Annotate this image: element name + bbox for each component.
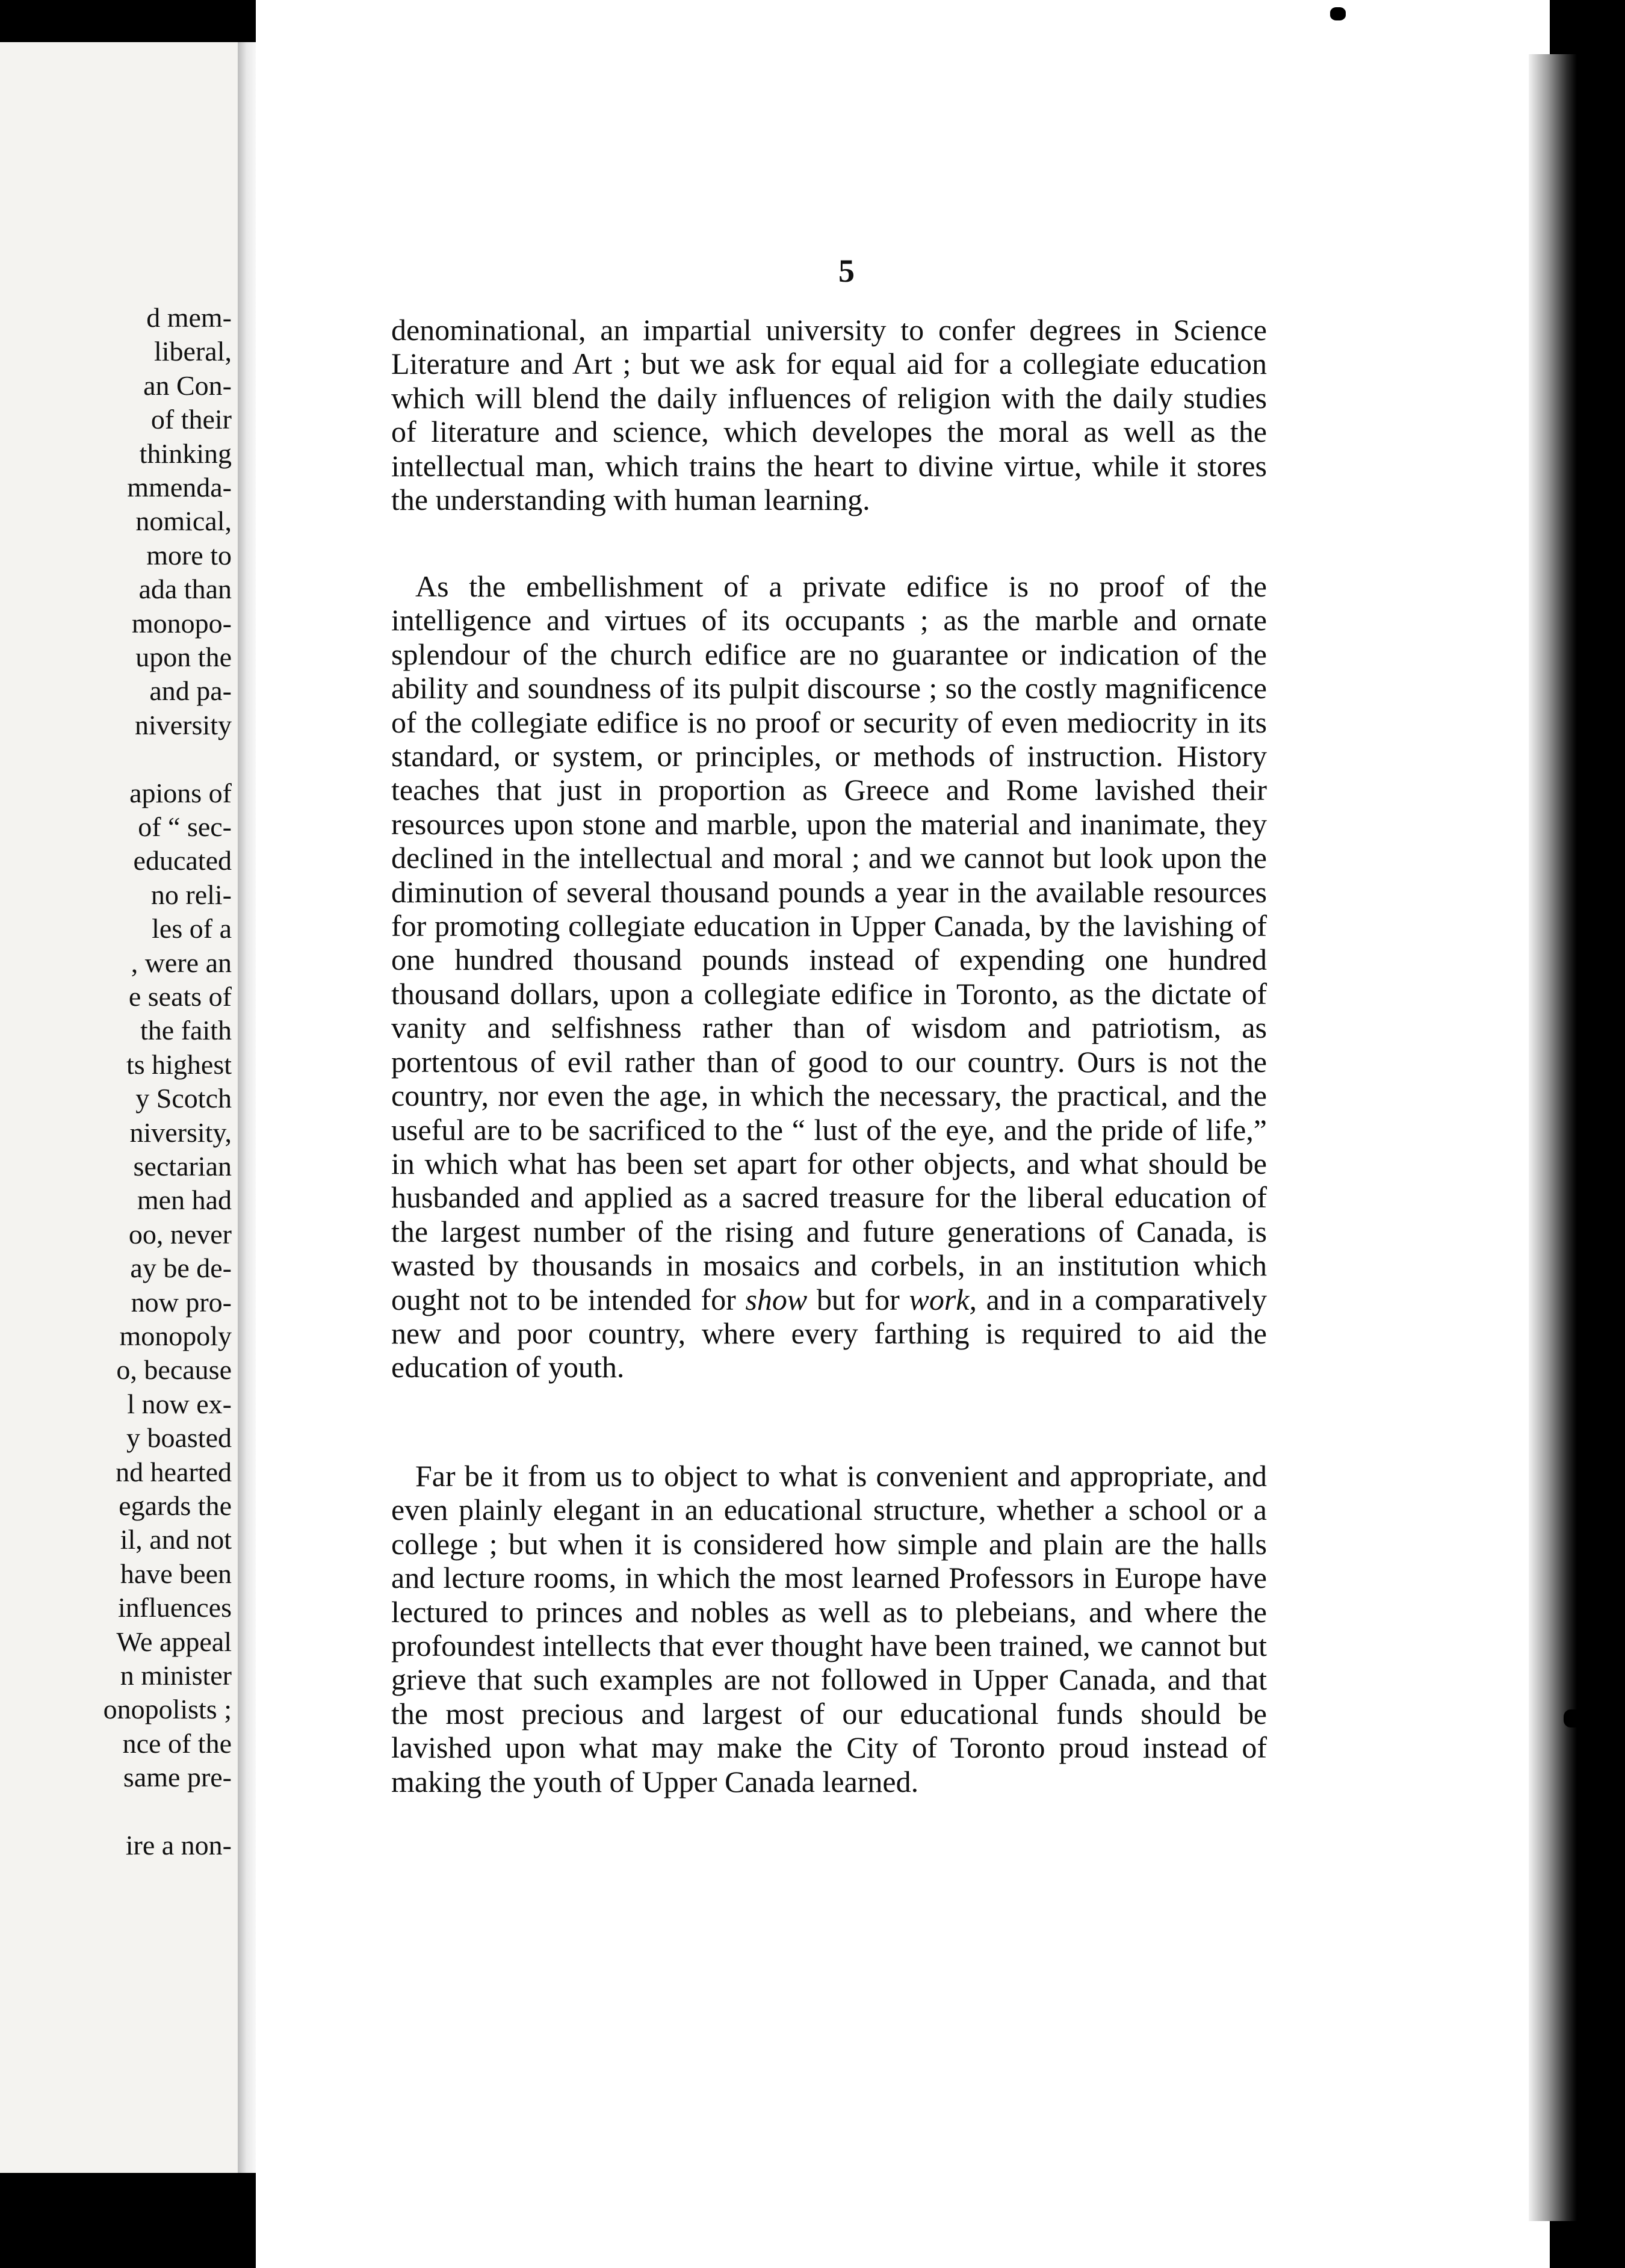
left-page-line: les of a bbox=[152, 913, 232, 944]
left-page-line: same pre- bbox=[123, 1762, 232, 1793]
paragraph-1 bbox=[391, 313, 1267, 516]
paragraph-3-text: Far be it from us to object to what is convenient and appropriate, and even plainly elegant in an educational structure, whether a school or a college ; but when it is considered how simple and plain are the halls and lecture rooms, in which the most learned Professors in Europe have lectured to princes and nobles as well as to plebeians, and where the profoundest intellects that ever thought have been trained, we cannot but grieve that such examples are not followed in Upper Canada, and that the most precious and largest of our educational funds should be lavished upon what may make the City of Toronto proud instead of making the youth of Upper Canada learned. bbox=[391, 1459, 1267, 1799]
left-page-line: il, and not bbox=[120, 1524, 232, 1555]
paragraph-3 bbox=[391, 1459, 1267, 1799]
page-edge-shadow bbox=[1529, 54, 1577, 2221]
left-facing-page bbox=[0, 42, 238, 2173]
left-page-line: nce of the bbox=[122, 1727, 232, 1759]
scan-speck bbox=[1559, 12, 1583, 25]
left-page-line: monopo- bbox=[131, 607, 232, 639]
left-page-line: apions of bbox=[129, 777, 232, 808]
paragraph-2 bbox=[391, 569, 1267, 1384]
emphasis-work: work, bbox=[909, 1282, 977, 1316]
left-page-line: sectarian bbox=[133, 1151, 232, 1182]
left-page-line: oo, never bbox=[128, 1218, 232, 1250]
left-page-line: liberal, bbox=[154, 336, 232, 367]
left-page-line: monopoly bbox=[119, 1321, 232, 1351]
left-page-line: ts highest bbox=[126, 1049, 232, 1080]
paragraph-2-mid: but for bbox=[807, 1282, 909, 1316]
left-page-line: n minister bbox=[120, 1660, 232, 1691]
left-page-line: o, because bbox=[116, 1354, 232, 1386]
paragraph-1-text: denominational, an impartial university to confer degrees in Science Literature and Art ; but we ask for equal aid for a collegiate education which will blend the daily influences of religion with the daily studies of literature and science, which developes the moral as well as the intellectual man, which trains the heart to divine virtue, while it stores the understanding with human learning. bbox=[391, 313, 1267, 517]
left-page-line: y boasted bbox=[126, 1422, 232, 1454]
left-page-line: and pa- bbox=[149, 675, 232, 707]
page-number: 5 bbox=[838, 253, 855, 289]
left-page-line: nd hearted bbox=[116, 1456, 232, 1487]
left-page-line: ay be de- bbox=[130, 1253, 232, 1284]
left-page-line: now pro- bbox=[131, 1286, 232, 1318]
left-page-line: have been bbox=[120, 1558, 232, 1589]
left-page-line: mmenda- bbox=[127, 472, 232, 503]
left-page-line: onopolists ; bbox=[103, 1694, 232, 1725]
left-page-line: men had bbox=[137, 1185, 232, 1216]
left-page-line: y Scotch bbox=[135, 1083, 232, 1114]
left-page-line: egards the bbox=[119, 1490, 232, 1521]
left-page-line: of “ sec- bbox=[138, 811, 232, 842]
left-page-line: of their bbox=[150, 404, 232, 435]
emphasis-show: show bbox=[745, 1282, 808, 1316]
left-page-line: influences bbox=[117, 1592, 232, 1623]
left-page-line: educated bbox=[133, 845, 232, 876]
left-page-line: We appeal bbox=[116, 1626, 232, 1657]
left-page-line: more to bbox=[146, 539, 232, 571]
left-page-line: l now ex- bbox=[127, 1388, 232, 1419]
left-page-line: , were an bbox=[131, 947, 232, 978]
left-page-line: niversity bbox=[135, 709, 232, 740]
scan-speck bbox=[1564, 1709, 1582, 1727]
left-page-line: niversity, bbox=[129, 1117, 232, 1148]
left-page-line: the faith bbox=[140, 1015, 232, 1046]
book-gutter bbox=[238, 42, 256, 2173]
paragraph-2-end: and in a comparatively new and poor country, where every farthing is required to aid the education of youth. bbox=[391, 1282, 1267, 1384]
left-page-line: e seats of bbox=[128, 981, 232, 1012]
left-page-line: nomical, bbox=[135, 506, 232, 537]
left-page-line: ada than bbox=[138, 574, 232, 605]
left-page-line: thinking bbox=[139, 438, 232, 469]
paragraph-2-text: As the embellishment of a private edifice is no proof of the intelligence and virtues of its occupants ; as the marble and ornate splendour of the church edifice are no guarantee or indication of the ability and soundness of its pulpit discourse ; so the costly magnificence of the collegiate edifice is no proof or security of even mediocrity in its standard, or system, or principles, or methods of instruction. History teaches that just in proportion as Greece and Rome lavished their resources upon stone and marble, upon the material and inanimate, they declined in the intellectual and moral ; and we cannot but look upon the diminution of several thousand pounds a year in the available resources for promoting collegiate education in Upper Canada, by the lavishing of one hundred thousand pounds instead of expending one hundred thousand dollars, upon a collegiate edifice in Toronto, as the dictate of vanity and selfishness rather than of wisdom and patriotism, as portentous of evil rather than of good to our country. Ours is not the country, nor even the age, in which the necessary, the practical, and the useful are to be sacrificed to the “ lust of the eye, and the pride of life,” in which what has been set apart for other objects, and what should be husbanded and applied as a sacred treasure for the liberal education of the largest number of the rising and future generations of Canada, is wasted by thousands in mosaics and corbels, in an institution which ought not to be intended for bbox=[391, 569, 1267, 1316]
scan-speck bbox=[1330, 7, 1346, 20]
left-page-line: d mem- bbox=[146, 302, 232, 333]
left-page-line: ire a non- bbox=[125, 1830, 232, 1861]
left-page-line: no reli- bbox=[150, 879, 232, 910]
left-page-line: upon the bbox=[135, 642, 232, 672]
left-page-line: an Con- bbox=[143, 370, 232, 401]
